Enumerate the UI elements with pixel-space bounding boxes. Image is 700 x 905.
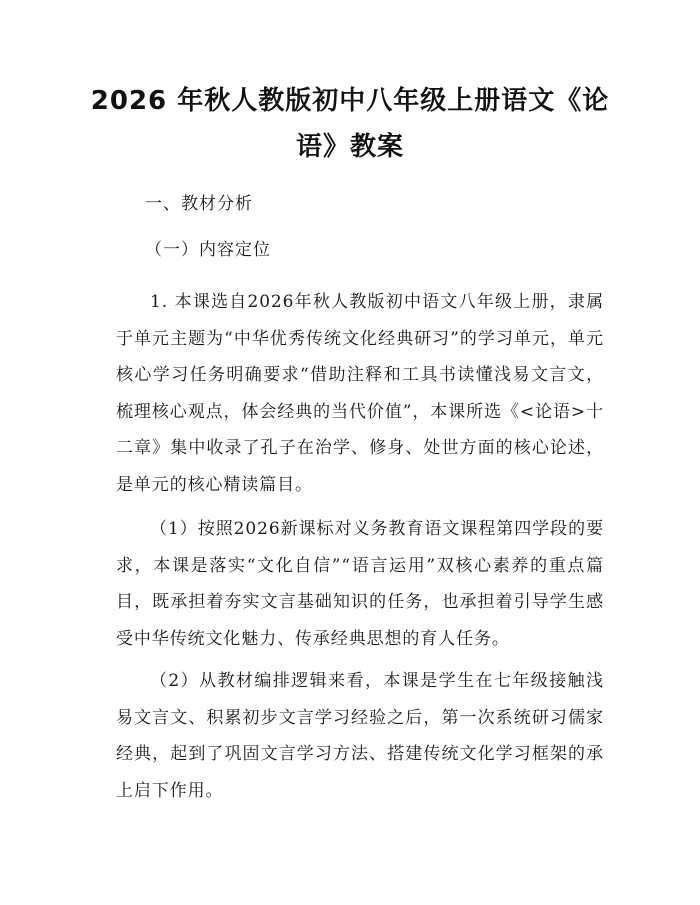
- paragraph-2: （1）按照2026新课标对义务教育语文课程第四学段的要求，本课是落实“文化自信”“语言运用”双核心素养的重点篇目，既承担着夯实文言基础知识的任务，也承担着引导学生感受中华传统文化魅力、传承经典思想的育人任务。: [116, 519, 604, 649]
- section-heading: 一、教材分析: [145, 194, 253, 214]
- document-title-line-2: 语》教案: [295, 132, 404, 162]
- paragraph-3: （2）从教材编排逻辑来看，本课是学生在七年级接触浅易文言文、积累初步文言学习经验之后，第一次系统研习儒家经典，起到了巩固文言学习方法、搭建传统文化学习框架的承上启下作用。: [116, 671, 604, 801]
- paragraph-1: 1. 本课选自2026年秋人教版初中语文八年级上册，隶属于单元主题为“中华优秀传统文化经典研习”的学习单元，单元核心学习任务明确要求“借助注释和工具书读懂浅易文言文，梳理核心观点，体会经典的当代价值”，本课所选《<论语>十二章》集中收录了孔子在治学、修身、处世方面的核心论述，是单元的核心精读篇目。: [116, 292, 604, 495]
- subsection-heading: （一）内容定位: [145, 240, 271, 260]
- document-title-line-1: 2026 年秋人教版初中八年级上册语文《论: [90, 86, 610, 116]
